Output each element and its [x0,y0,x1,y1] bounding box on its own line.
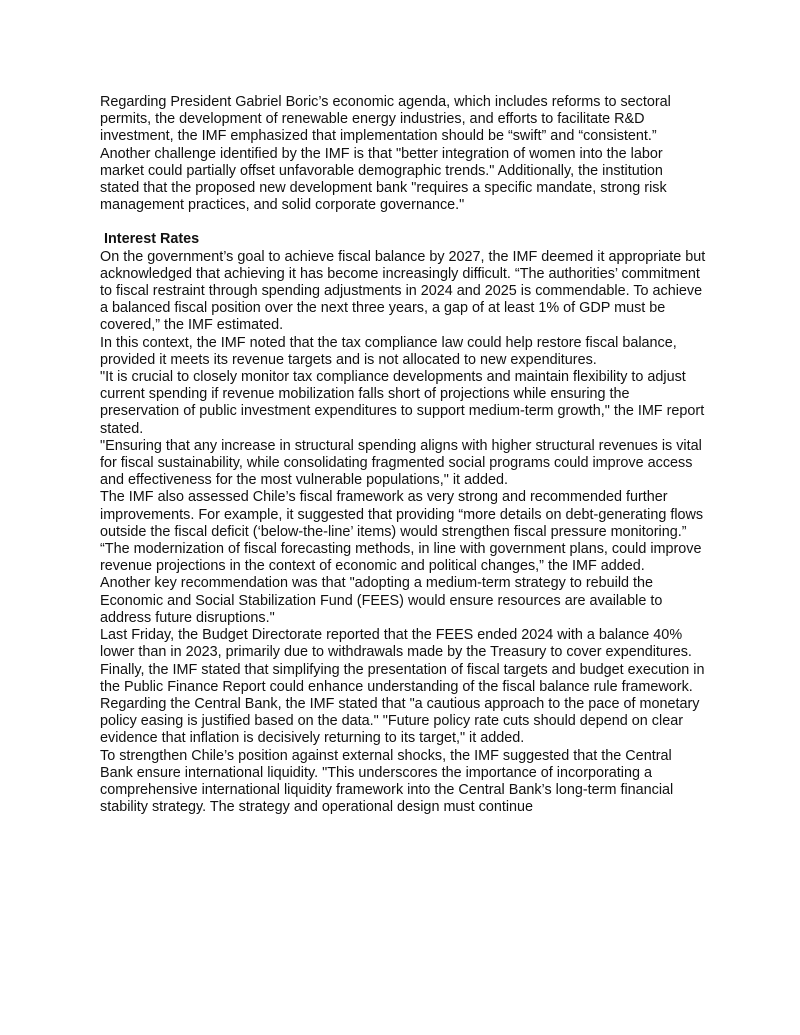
paragraph-public-finance-report: Finally, the IMF stated that simplifying the presentation of fiscal targets and budget execution in the Public Finance Report could enhance understanding of the fiscal balance rule framework. [100,661,705,695]
paragraph-fiscal-framework: The IMF also assessed Chile’s fiscal framework as very strong and recommended further improvements. For example, it suggested that providing “more details on debt-generating flows outside the fiscal deficit (‘below-the-line’ items) would strengthen fiscal pressure monitoring.” [100,489,704,540]
paragraph-fiscal-forecasting: “The modernization of fiscal forecasting methods, in line with government plans, could improve revenue projections in the context of economic and political changes,” the IMF added. [100,541,702,575]
paragraph-monitor-tax-compliance: "It is crucial to closely monitor tax compliance developments and maintain flexibility to adjust current spending if revenue mobilization falls short of projections while ensuring the preservation of public investment expenditures to support medium-term growth," the IMF report stated. [100,369,705,437]
paragraph-women-labor-market: Another challenge identified by the IMF is that "better integration of women into the labor market could partially offset unfavorable demographic trends." Additionally, the institution stated that the proposed new development bank "requires a specific mandate, strong risk management practices, and solid corporate governance." [100,145,667,214]
paragraph-international-liquidity: To strengthen Chile’s position against external shocks, the IMF suggested that the Central Bank ensure international liquidity. "This underscores the importance of incorporating a comprehensive international liquidity framework into the Central Bank’s long-term financial stability strategy. The strategy and operational design must continue [100,747,674,816]
paragraph-fiscal-balance-goal: On the government’s goal to achieve fiscal balance by 2027, the IMF deemed it appropriate but acknowledged that achieving it has become increasingly difficult. “The authorities’ commitment to fiscal restraint through spending adjustments in 2024 and 2025 is commendable. To achieve a balanced fiscal position over the next three years, a gap of at least 1% of GDP must be covered,” the IMF estimated. [100,248,706,334]
paragraph-boric-agenda: Regarding President Gabriel Boric’s economic agenda, which includes reforms to sectoral permits, the development of renewable energy industries, and efforts to facilitate R&D investment, the IMF emphasized that implementation should be “swift” and “consistent.” [100,94,671,145]
document-page [100,94,706,816]
section-heading: Interest Rates [104,231,200,248]
paragraph-spacer [100,214,706,231]
paragraph-structural-spending: "Ensuring that any increase in structural spending aligns with higher structural revenues is vital for fiscal sustainability, while consolidating fragmented social programs could improve access and effectiveness for the most vulnerable populations," it added. [100,437,702,489]
paragraph-central-bank-policy: Regarding the Central Bank, the IMF stated that "a cautious approach to the pace of monetary policy easing is justified based on the data." "Future policy rate cuts should depend on clear evidence that inflation is decisively returning to its target," it added. [100,695,700,747]
paragraph-budget-directorate: Last Friday, the Budget Directorate reported that the FEES ended 2024 with a balance 40% lower than in 2023, primarily due to withdrawals made by the Treasury to cover expenditures. [100,627,692,661]
paragraph-fees-strategy: Another key recommendation was that "adopting a medium-term strategy to rebuild the Economic and Social Stabilization Fund (FEES) would ensure resources are available to address future disruptions." [100,575,663,626]
paragraph-tax-compliance-law: In this context, the IMF noted that the tax compliance law could help restore fiscal balance, provided it meets its revenue targets and is not allocated to new expenditures. [100,334,677,368]
